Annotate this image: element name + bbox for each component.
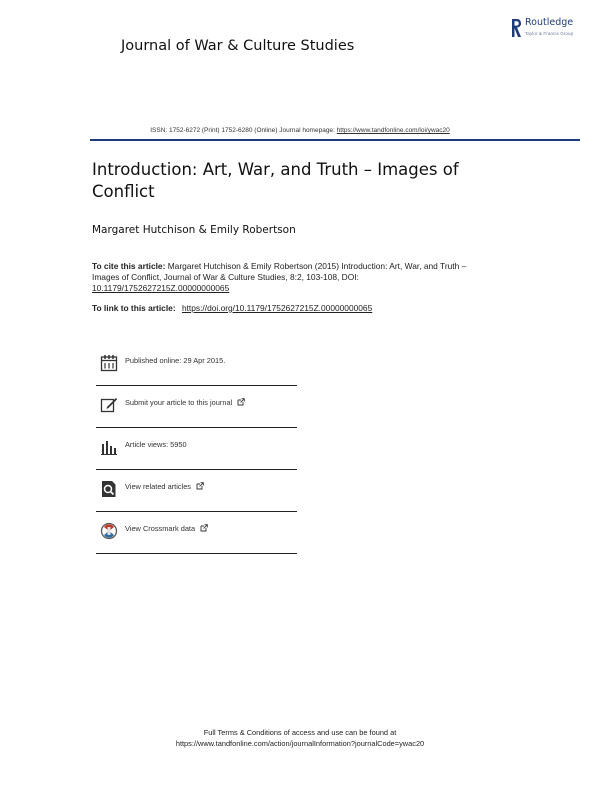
submit-article-link[interactable] bbox=[125, 398, 245, 407]
external-link-icon bbox=[200, 524, 208, 532]
list-item-crossmark[interactable] bbox=[96, 512, 297, 554]
citation-text: Margaret Hutchison & Emily Robertson (2015) Introduction: Art, War, and Truth – Images of Conflict, Journal of War & Culture Studies, 8:2, 103-108, DOI: bbox=[92, 261, 467, 282]
article-info-list bbox=[96, 344, 297, 554]
logo-tagline: Taylor & Francis Group bbox=[525, 31, 574, 36]
crossmark-icon bbox=[100, 522, 118, 540]
submit-article-label: Submit your article to this journal bbox=[125, 398, 233, 407]
external-link-icon bbox=[196, 482, 204, 490]
published-date: Published online: 29 Apr 2015. bbox=[125, 356, 226, 365]
article-authors: Margaret Hutchison & Emily Robertson bbox=[92, 224, 296, 236]
article-title: Introduction: Art, War, and Truth – Images of Conflict bbox=[92, 160, 459, 201]
related-articles-link[interactable] bbox=[125, 482, 204, 491]
list-item-views bbox=[96, 428, 297, 470]
logo-brand: Routledge bbox=[525, 17, 574, 28]
bar-chart-icon bbox=[100, 438, 118, 456]
issn-text: ISSN: 1752-6272 (Print) 1752-6280 (Online) Journal homepage: bbox=[150, 127, 335, 134]
citation-doi-link[interactable]: 10.1179/1752627215Z.00000000065 bbox=[92, 283, 230, 293]
list-item-related[interactable] bbox=[96, 470, 297, 512]
edit-icon bbox=[100, 396, 118, 414]
routledge-logo[interactable] bbox=[510, 17, 588, 47]
footer bbox=[0, 727, 600, 749]
search-document-icon bbox=[100, 480, 118, 498]
routledge-r-icon bbox=[510, 18, 522, 38]
list-item-submit[interactable] bbox=[96, 386, 297, 428]
citation-label: To cite this article: bbox=[92, 261, 166, 271]
external-link-icon bbox=[237, 398, 245, 406]
article-link-line bbox=[92, 303, 512, 313]
article-views: Article views: 5950 bbox=[125, 440, 187, 449]
citation-block bbox=[92, 261, 477, 294]
calendar-icon bbox=[100, 354, 118, 372]
article-doi-link[interactable]: https://doi.org/10.1179/1752627215Z.00000000065 bbox=[181, 303, 373, 313]
issn-line bbox=[0, 127, 600, 134]
journal-homepage-link[interactable]: https://www.tandfonline.com/loi/ywac20 bbox=[336, 127, 450, 134]
header-rule bbox=[90, 139, 580, 141]
crossmark-link[interactable] bbox=[125, 524, 208, 533]
related-articles-label: View related articles bbox=[125, 482, 191, 491]
footer-terms-link[interactable]: https://www.tandfonline.com/action/journalInformation?journalCode=ywac20 bbox=[175, 739, 425, 748]
crossmark-label: View Crossmark data bbox=[125, 524, 196, 533]
journal-title: Journal of War & Culture Studies bbox=[121, 38, 355, 54]
article-link-label: To link to this article: bbox=[92, 303, 176, 313]
footer-terms-text: Full Terms & Conditions of access and use can be found at bbox=[203, 728, 397, 737]
list-item-published bbox=[96, 344, 297, 386]
